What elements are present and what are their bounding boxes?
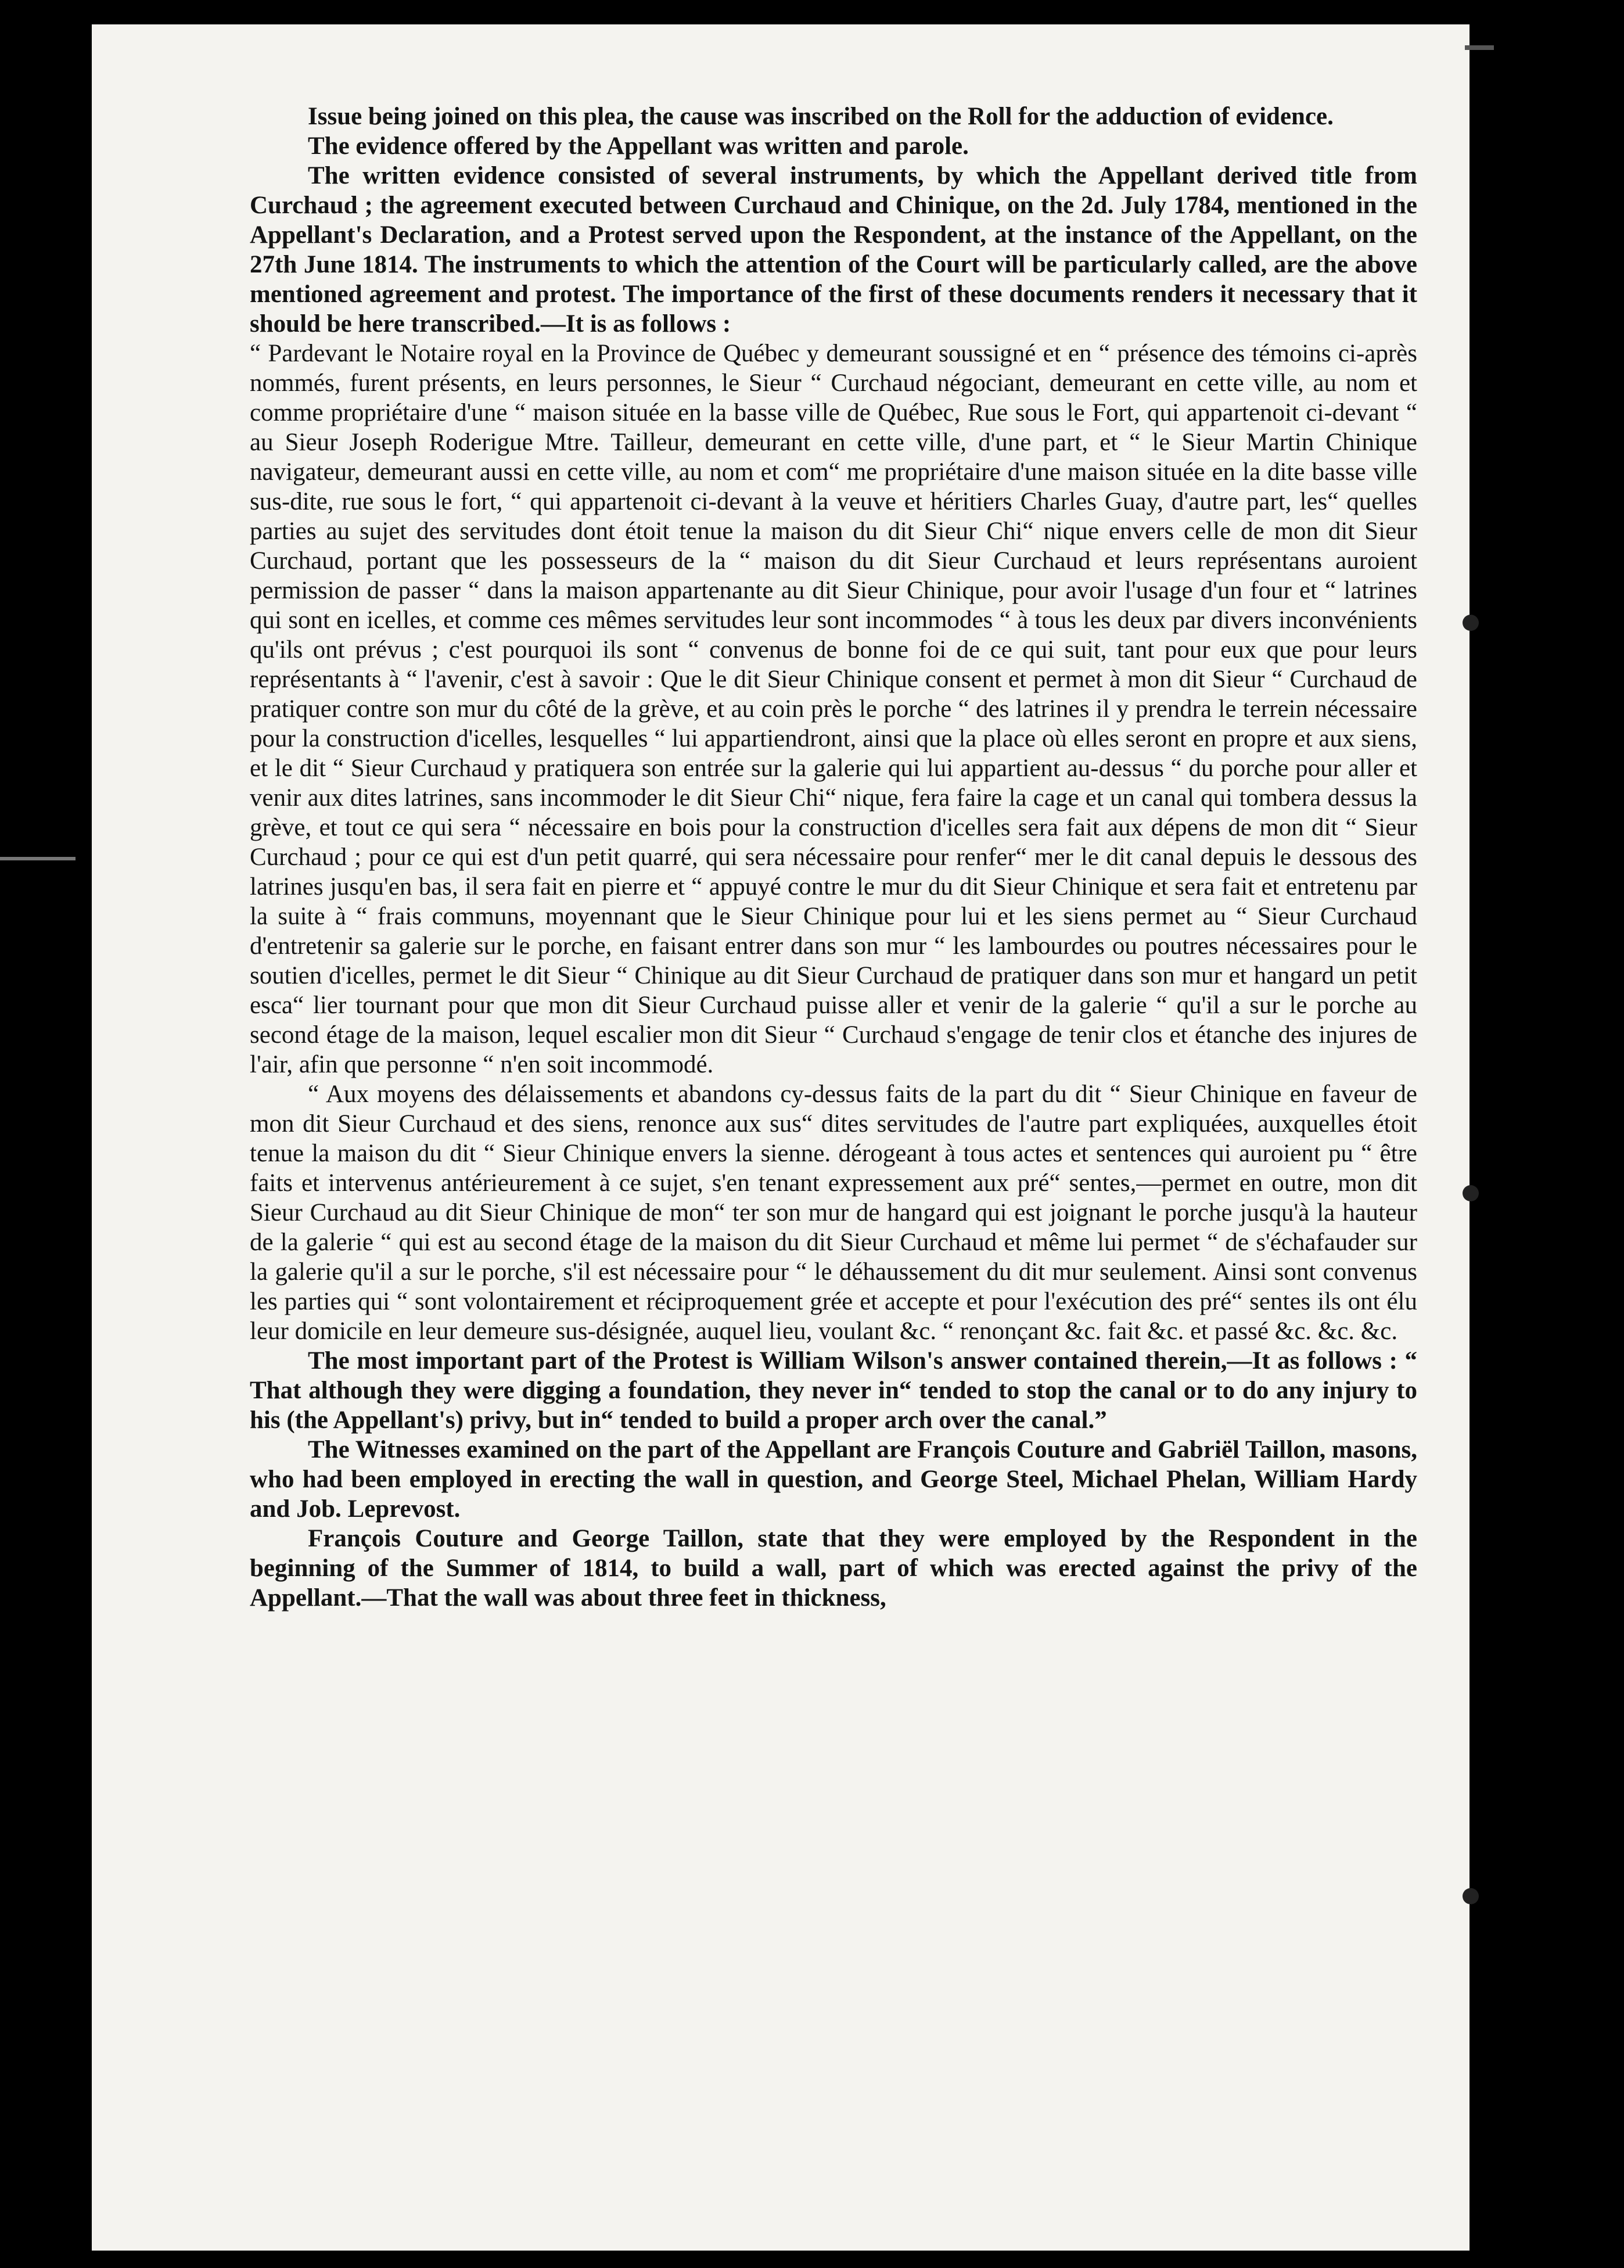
binding-edge [1469, 0, 1487, 2268]
paragraph-protest: The most important part of the Protest is William Wilson's answer contained therein,—It as follows : “ That although they were digging a foundation, they never in“ tended to stop the canal or to do any injury to his (the Appellant's) privy, but in“ tended to build a proper arch over the canal.” [250, 1347, 1417, 1434]
page-edge-mark [1465, 45, 1494, 50]
paragraph-evidence-offered: The evidence offered by the Appellant was written and parole. [308, 132, 969, 160]
scan-artifact [0, 857, 76, 860]
paragraph-written-evidence: The written evidence consisted of several instruments, by which the Appellant derived title from Curchaud ; the agreement executed between Curchaud and Chinique, on the 2d. July 1784, mentioned in the Appellant's Declaration, and a Protest served upon the Respondent, at the instance of the Appellant, on the 27th June 1814. The instruments to which the attention of the Court will be particularly called, are the above mentioned agreement and protest. The importance of the first of these documents renders it necessary that it should be here transcribed.—It is as follows : [250, 162, 1417, 338]
binding-thread-mark [1463, 1185, 1479, 1201]
document-body [250, 102, 1417, 1613]
quoted-agreement-continued: “ Aux moyens des délaissements et abandons cy-dessus faits de la part du dit “ Sieur Chinique en faveur de mon dit Sieur Curchaud et des siens, renonce aux sus“ dites servitudes de l'autre part expliquées, auxquelles étoit tenue la maison du dit “ Sieur Chinique envers la sienne. dérogeant à tous actes et sentences qui auroient pu “ être faits et intervenus antérieurement à ce sujet, s'en tenant expressement aux pré“ sentes,—permet en outre, mon dit Sieur Curchaud au dit Sieur Chinique de mon“ ter son mur de hangard qui est joignant le porche jusqu'à la hauteur de la galerie “ qui est au second étage de la maison du dit Sieur Curchaud et même lui permet “ de s'échafauder sur la galerie qu'il a sur le porche, s'il est nécessaire pour “ le déhaussement du dit mur seulement. Ainsi sont convenus les parties qui “ sont volontairement et réciproquement grée et accepte et pour l'exécution des pré“ sentes ils ont élu leur domicile en leur demeure sus-désignée, auquel lieu, voulant &c. “ renonçant &c. fait &c. et passé &c. &c. &c. [250, 1081, 1417, 1345]
paragraph-witnesses: The Witnesses examined on the part of the Appellant are François Couture and Gabriël Taillon, masons, who had been employed in erecting the wall in question, and George Steel, Michael Phelan, William Hardy and Job. Leprevost. [250, 1436, 1417, 1523]
quoted-agreement: “ Pardevant le Notaire royal en la Province de Québec y demeurant soussigné et en “ présence des témoins ci-après nommés, furent présents, en leurs personnes, le Sieur “ Curchaud négociant, demeurant en cette ville, au nom et comme propriétaire d'une “ maison située en la basse ville de Québec, Rue sous le Fort, qui appartenoit ci-devant “ au Sieur Joseph Roderigue Mtre. Tailleur, demeurant en cette ville, d'une part, et “ le Sieur Martin Chinique navigateur, demeurant aussi en cette ville, au nom et com“ me propriétaire d'une maison située en la dite basse ville sus-dite, rue sous le fort, “ qui appartenoit ci-devant à la veuve et héritiers Charles Guay, d'autre part, les“ quelles parties au sujet des servitudes dont étoit tenue la maison du dit Sieur Chi“ nique envers celle de mon dit Sieur Curchaud, portant que les possesseurs de la “ maison du dit Sieur Curchaud et leurs représentans auroient permission de passer “ dans la maison appartenante au dit Sieur Chinique, pour avoir l'usage d'un four et “ latrines qui sont en icelles, et comme ces mêmes servitudes leur sont incommodes “ à tous les deux par divers inconvénients qu'ils ont prévus ; c'est pourquoi ils sont “ convenus de bonne foi de ce qui suit, tant pour eux que pour leurs représentants à “ l'avenir, c'est à savoir : Que le dit Sieur Chinique consent et permet à mon dit Sieur “ Curchaud de pratiquer contre son mur du côté de la grève, et au coin près le porche “ des latrines il y prendra le terrein nécessaire pour la construction d'icelles, lesquelles “ lui appartiendront, ainsi que la place où elles seront en propre et aux siens, et le dit “ Sieur Curchaud y pratiquera son entrée sur la galerie qui lui appartient au-dessus “ du porche pour aller et venir aux dites latrines, sans incommoder le dit Sieur Chi“ nique, fera faire la cage et un canal qui tombera dessus la grève, et tout ce qui sera “ nécessaire en bois pour la construction d'icelles sera fait aux dépens de mon dit “ Sieur Curchaud ; pour ce qui est d'un petit quarré, qui sera nécessaire pour renfer“ mer le dit canal depuis le dessous des latrines jusqu'en bas, il sera fait en pierre et “ appuyé contre le mur du dit Sieur Chinique et sera fait et entretenu par la suite à “ frais communs, moyennant que le Sieur Chinique pour lui et les siens permet au “ Sieur Curchaud d'entretenir sa galerie sur le porche, en faisant entrer dans son mur “ les lambourdes ou poutres nécessaires pour le soutien d'icelles, permet le dit Sieur “ Chinique au dit Sieur Curchaud de pratiquer dans son mur et hangard un petit esca“ lier tournant pour que mon dit Sieur Curchaud puisse aller et venir de la galerie “ qu'il a sur le porche au second étage de la maison, lequel escalier mon dit Sieur “ Curchaud s'engage de tenir clos et étanche des injures de l'air, afin que personne “ n'en soit incommodé. [250, 340, 1417, 1078]
binding-thread-mark [1463, 615, 1479, 631]
paragraph-issue-joined: Issue being joined on this plea, the cause was inscribed on the Roll for the adduction of evidence. [308, 103, 1334, 130]
paragraph-couture-taillon: François Couture and George Taillon, state that they were employed by the Respondent in the beginning of the Summer of 1814, to build a wall, part of which was erected against the privy of the Appellant.—That the wall was about three feet in thickness, [250, 1525, 1417, 1612]
binding-thread-mark [1463, 1888, 1479, 1904]
